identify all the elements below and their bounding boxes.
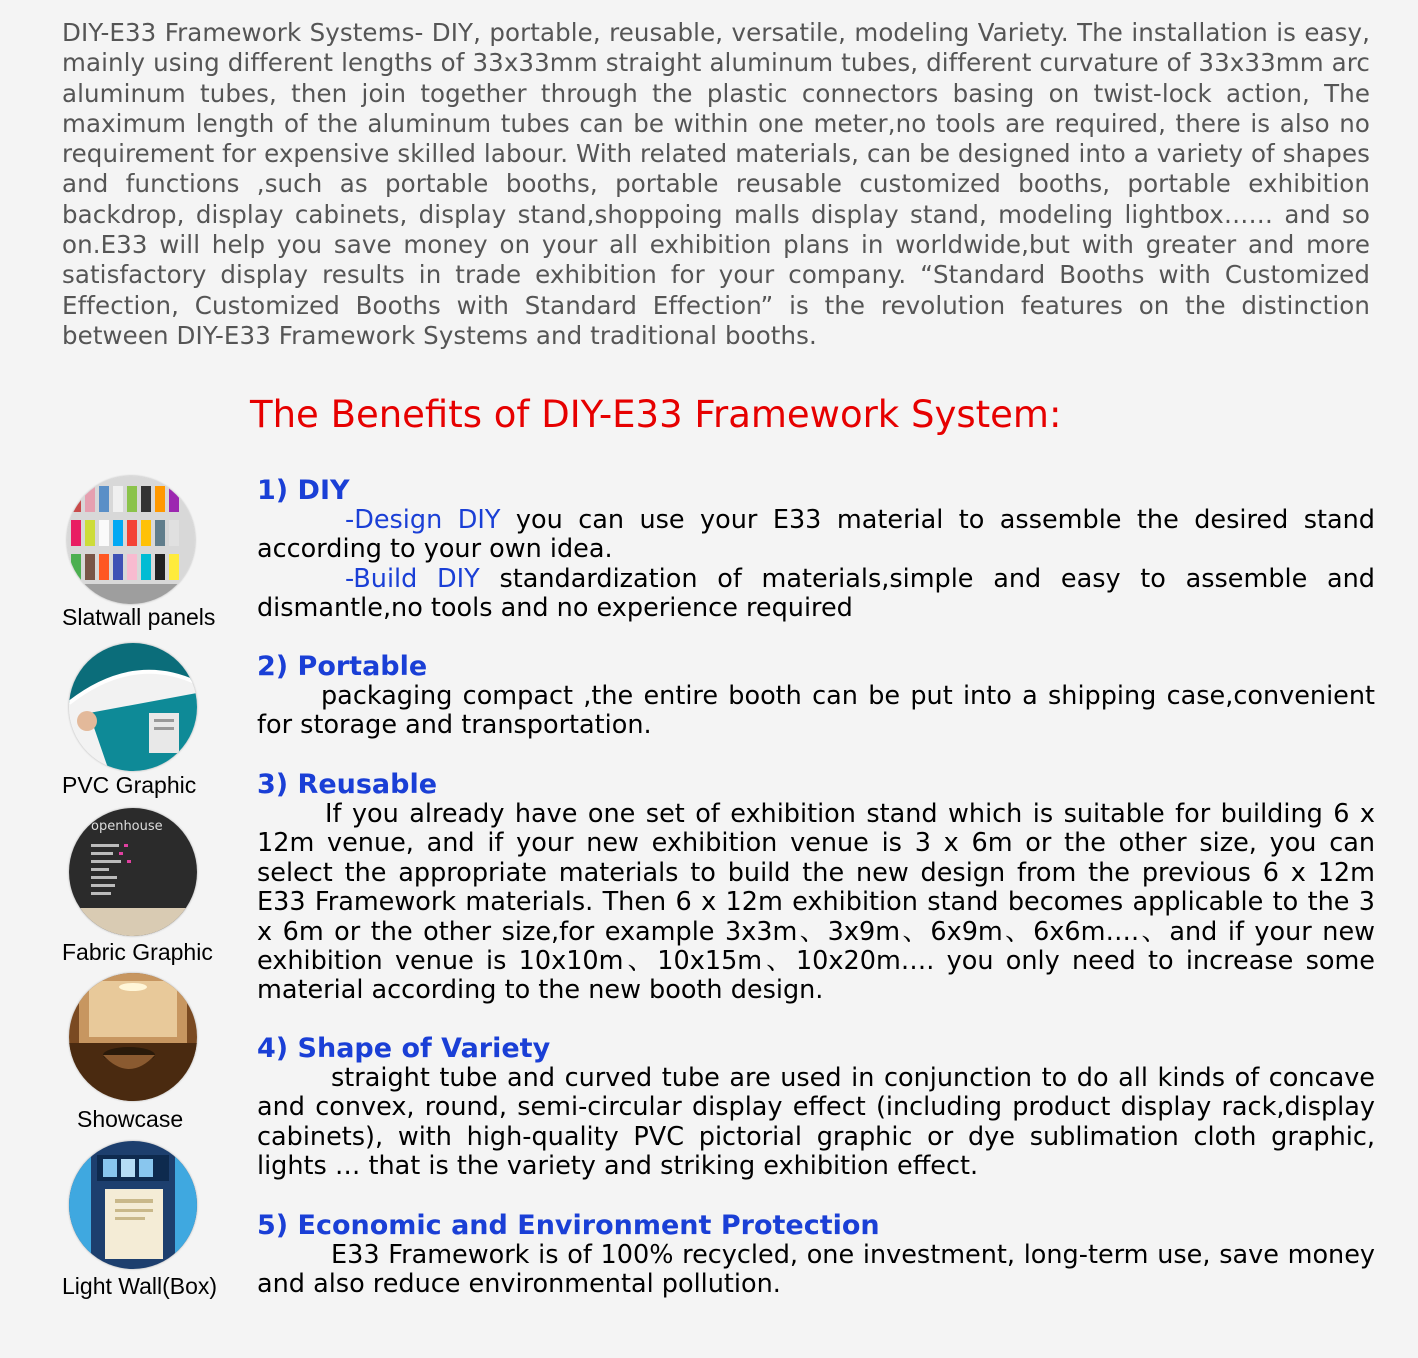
benefit-economic-text: E33 Framework is of 100% recycled, one investment, long-term use, save money and also reduce environmental pollution. (257, 1240, 1375, 1300)
build-diy-text: standardization of materials,simple and easy to assemble and dismantle,no tools and no experience required (257, 563, 1375, 624)
benefit-economic-heading: 5) Economic and Environment Protection (257, 1210, 880, 1241)
design-diy-text: you can use your E33 material to assemble the desired stand according to your own idea. (257, 505, 1375, 565)
benefit-economic (257, 1211, 1375, 1300)
benefit-portable-heading: 2) Portable (257, 651, 428, 682)
benefit-diy-build (257, 565, 1375, 624)
benefit-reusable (257, 770, 1375, 1006)
fabric-graphic-photo (69, 808, 197, 936)
thumb-label-light-wall: Light Wall(Box) (62, 1273, 218, 1299)
thumb-label-fabric: Fabric Graphic (62, 939, 213, 965)
benefit-reusable-heading: 3) Reusable (257, 769, 438, 800)
design-diy-label: -Design DIY (345, 505, 501, 535)
fabric-photo-text: openhouse (91, 819, 163, 834)
slatwall-photo (67, 476, 195, 604)
thumb-label-pvc: PVC Graphic (62, 772, 197, 798)
pvc-graphic-photo (69, 643, 197, 771)
benefit-variety (257, 1034, 1375, 1182)
benefit-diy (257, 476, 1375, 624)
benefit-variety-heading: 4) Shape of Variety (257, 1033, 551, 1064)
showcase-photo (69, 973, 197, 1101)
build-diy-label: -Build DIY (345, 563, 480, 594)
benefit-diy-heading: 1) DIY (257, 475, 350, 506)
benefit-variety-text: straight tube and curved tube are used in conjunction to do all kinds of concave and convex, round, semi-circular display effect (including product display rack,display cabinets), with high-quality PVC pictorial graphic or dye sublimation cloth graphic, lights … that is the variety and striking exhibition effect. (257, 1063, 1375, 1182)
thumb-label-showcase: Showcase (77, 1106, 184, 1132)
thumb-label-slatwall: Slatwall panels (62, 604, 216, 630)
benefit-reusable-text: If you already have one set of exhibition stand which is suitable for building 6 x 12m venue, and if your new exhibition venue is 3 x 6m or the other size, you can select the appropriate materials to build the new design from the previous 6 x 12m E33 Framework materials. Then 6 x 12m exhibition stand becomes applicable to the 3 x 6m or the other size,for example 3x3m、3x9m、6x9m、6x6m….、and if your new exhibition venue is 10x10m、10x15m、10x20m…. you only need to increase some material according to the new booth design. (257, 799, 1375, 1006)
benefits-title: The Benefits of DIY-E33 Framework System: (250, 393, 1062, 436)
intro-paragraph: DIY-E33 Framework Systems- DIY, portable, reusable, versatile, modeling Variety. The installation is easy, mainly using different lengths of 33x33mm straight aluminum tubes, different curvature of 33x33mm arc aluminum tubes, then join together through the plastic connectors basing on twist-lock action, The maximum length of the aluminum tubes can be within one meter,no tools are required, there is also no requirement for expensive skilled labour. With related materials, can be designed into a variety of shapes and functions ,such as portable booths, portable reusable customized booths, portable exhibition backdrop, display cabinets, display stand,shoppoing malls display stand, modeling lightbox…… and so on.E33 will help you save money on your all exhibition plans in worldwide,but with greater and more satisfactory display results in trade exhibition for your company. “Standard Booths with Customized Effection, Customized Booths with Standard Effection” is the revolution features on the distinction between DIY-E33 Framework Systems and traditional booths. (62, 18, 1370, 350)
benefit-portable-text: packaging compact ,the entire booth can be put into a shipping case,convenient for storage and transportation. (257, 681, 1375, 741)
light-wall-photo (69, 1141, 197, 1269)
benefit-portable (257, 652, 1375, 741)
benefit-diy-design (257, 506, 1375, 565)
